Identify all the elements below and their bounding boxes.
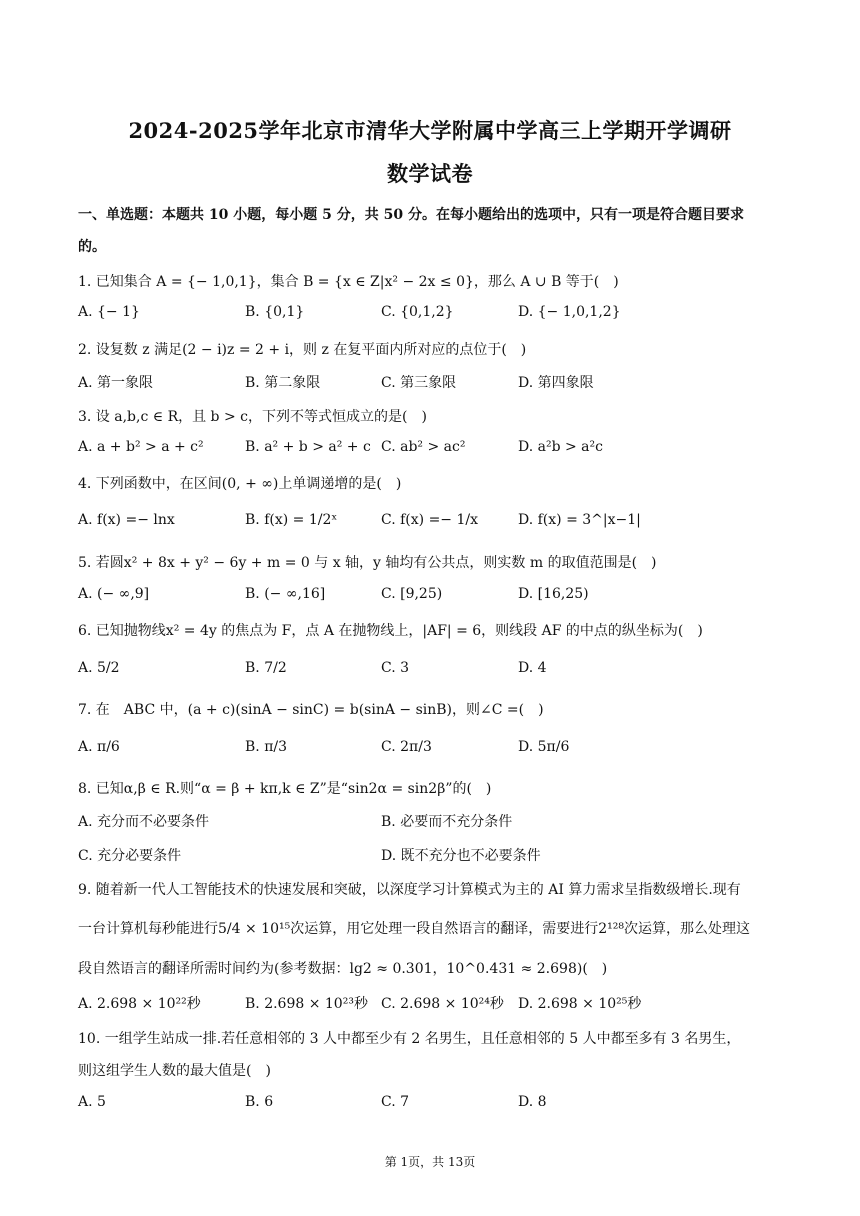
page-footer: 第 1页，共 13页 [384,1155,476,1169]
question-10-stem-line1: 10. 一组学生站成一排.若任意相邻的 3 人中都至少有 2 名男生，且任意相邻的 5 人中都至多有 3 名男生， [78,1031,741,1047]
question-5-stem: 5. 若圆x² + 8x + y² − 6y + m = 0 与 x 轴，y 轴均有公共点，则实数 m 的取值范围是( ) [78,555,657,571]
question-9-option-b: B. 2.698 × 10²³秒 [245,996,368,1012]
question-8-option-b: B. 必要而不充分条件 [381,814,513,830]
question-1-option-c: C. {0,1,2} [381,304,454,320]
question-3-option-b: B. a² + b > a² + c [245,439,371,455]
question-6-option-b: B. 7/2 [245,660,287,676]
question-9-stem-line1: 9. 随着新一代人工智能技术的快速发展和突破，以深度学习计算模式为主的 AI 算力需求呈指数级增长.现有 [78,882,741,898]
question-5-option-a: A. (− ∞,9] [78,586,150,602]
question-6-option-a: A. 5/2 [78,660,120,676]
question-7-stem: 7. 在 ABC 中，(a + c)(sinA − sinC) = b(sinA − sinB)，则∠C =( ) [78,702,544,718]
question-2-option-a: A. 第一象限 [78,375,154,391]
question-5-option-c: C. [9,25) [381,586,443,602]
question-3-option-a: A. a + b² > a + c² [78,439,204,455]
question-1-option-a: A. {− 1} [78,304,140,320]
question-10-option-a: A. 5 [78,1094,106,1110]
question-2-option-c: C. 第三象限 [381,375,457,391]
question-5-option-d: D. [16,25) [518,586,589,602]
question-6-option-c: C. 3 [381,660,410,676]
question-9-option-c: C. 2.698 × 10²⁴秒 [381,996,504,1012]
question-8-stem: 8. 已知α,β ∈ R.则“α = β + kπ,k ∈ Z”是“sin2α = sin2β”的( ) [78,781,492,797]
question-2-option-b: B. 第二象限 [245,375,321,391]
question-6-stem: 6. 已知抛物线x² = 4y 的焦点为 F，点 A 在抛物线上，|AF| = 6，则线段 AF 的中点的纵坐标为( ) [78,623,703,639]
section-heading-line2: 的。 [78,239,106,255]
question-7-option-b: B. π/3 [245,739,288,755]
question-9-stem-line2: 一台计算机每秒能进行5/4 × 10¹⁵次运算，用它处理一段自然语言的翻译，需要进行2¹²⁸次运算，那么处理这 [78,921,750,937]
question-5-option-b: B. (− ∞,16] [245,586,326,602]
question-8-option-a: A. 充分而不必要条件 [78,814,210,830]
question-4-stem: 4. 下列函数中，在区间(0, + ∞)上单调递增的是( ) [78,476,402,492]
question-3-option-c: C. ab² > ac² [381,439,466,455]
question-4-option-a: A. f(x) =− lnx [78,512,175,528]
question-10-stem-line2: 则这组学生人数的最大值是( ) [78,1063,271,1079]
question-7-option-c: C. 2π/3 [381,739,432,755]
question-10-option-d: D. 8 [518,1094,547,1110]
question-2-stem: 2. 设复数 z 满足(2 − i)z = 2 + i，则 z 在复平面内所对应的点位于( ) [78,342,527,358]
question-6-option-d: D. 4 [518,660,547,676]
question-3-stem: 3. 设 a,b,c ∈ R，且 b > c，下列不等式恒成立的是( ) [78,409,427,425]
question-7-option-d: D. 5π/6 [518,739,570,755]
question-3-option-d: D. a²b > a²c [518,439,603,455]
section-heading-line1: 一、单选题：本题共 10 小题，每小题 5 分，共 50 分。在每小题给出的选项中，只有一项是符合题目要求 [78,207,744,223]
question-8-option-c: C. 充分必要条件 [78,848,182,864]
question-1-option-d: D. {− 1,0,1,2} [518,304,621,320]
question-7-option-a: A. π/6 [78,739,120,755]
question-2-option-d: D. 第四象限 [518,375,594,391]
question-9-stem-line3: 段自然语言的翻译所需时间约为(参考数据：lg2 ≈ 0.301，10^0.431 ≈ 2.698)( ) [78,961,608,977]
question-10-option-c: C. 7 [381,1094,410,1110]
question-8-option-d: D. 既不充分也不必要条件 [381,848,541,864]
exam-subtitle: 数学试卷 [387,161,473,186]
question-4-option-c: C. f(x) =− 1/x [381,512,478,528]
question-4-option-b: B. f(x) = 1/2ˣ [245,512,338,528]
question-9-option-a: A. 2.698 × 10²²秒 [78,996,201,1012]
question-9-option-d: D. 2.698 × 10²⁵秒 [518,996,642,1012]
question-4-option-d: D. f(x) = 3^|x−1| [518,512,641,528]
question-1-option-b: B. {0,1} [245,304,305,320]
question-10-option-b: B. 6 [245,1094,274,1110]
exam-title: 2024-2025学年北京市清华大学附属中学高三上学期开学调研 [128,118,732,143]
question-1-stem: 1. 已知集合 A = {− 1,0,1}，集合 B = {x ∈ Z|x² − 2x ≤ 0}，那么 A ∪ B 等于( ) [78,274,619,290]
